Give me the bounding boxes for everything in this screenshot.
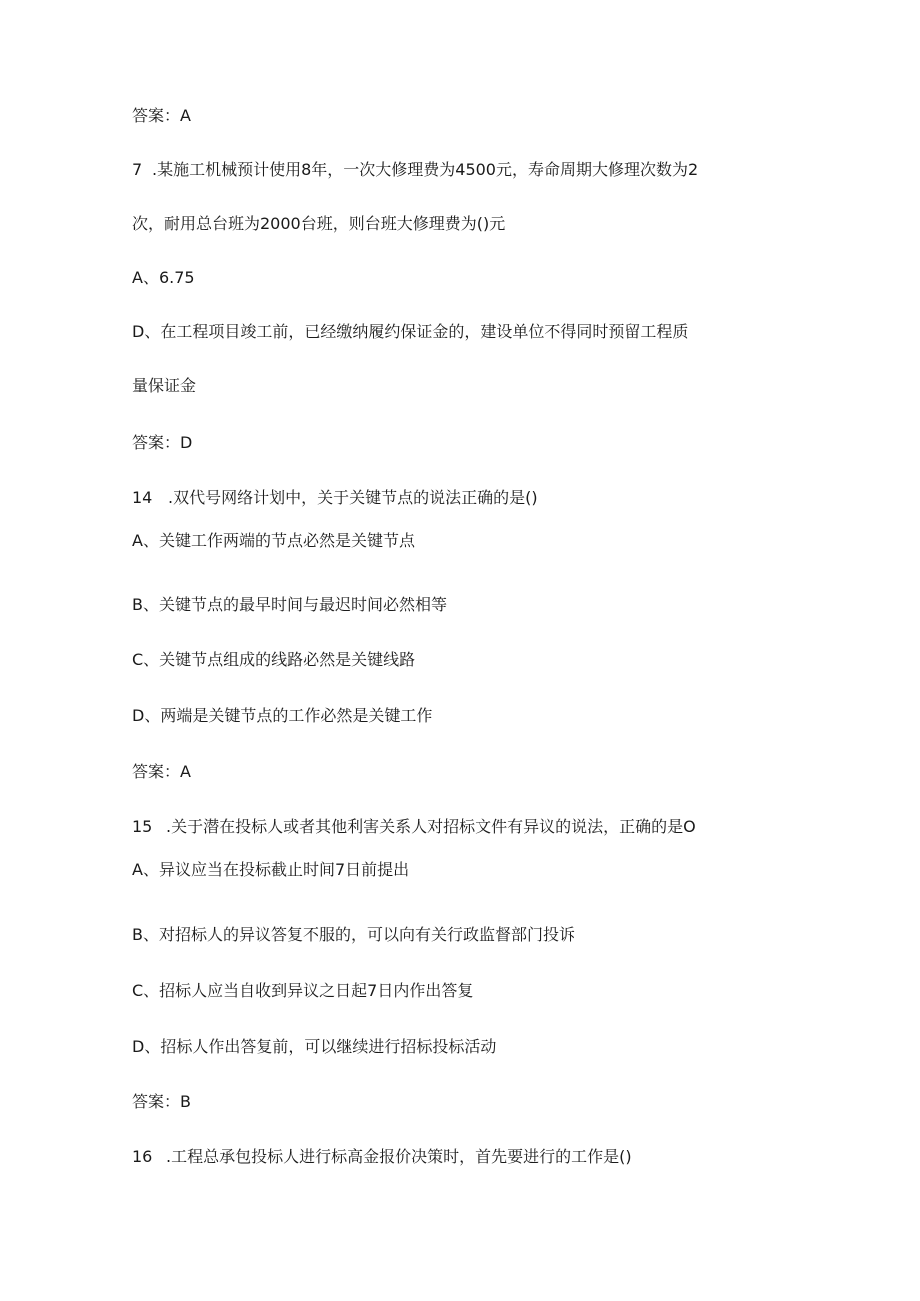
option-b: B、对招标人的异议答复不服的，可以向有关行政监督部门投诉 <box>132 925 575 944</box>
question-14: 14 .双代号网络计划中，关于关键节点的说法正确的是() <box>132 488 538 507</box>
question-number: 14 <box>132 488 153 507</box>
answer-line: 答案：A <box>132 106 191 125</box>
option-a: A、异议应当在投标截止时间7日前提出 <box>132 860 410 879</box>
question-7-line-2: 次，耐用总台班为2000台班，则台班大修理费为()元 <box>132 214 506 233</box>
question-number: 16 <box>132 1147 153 1166</box>
question-15: 15 .关于潜在投标人或者其他利害关系人对招标文件有异议的说法，正确的是O <box>132 817 696 836</box>
option-a: A、6.75 <box>132 268 195 287</box>
option-d-line-1: D、在工程项目竣工前，已经缴纳履约保证金的，建设单位不得同时预留工程质 <box>132 322 689 341</box>
question-16: 16 .工程总承包投标人进行标高金报价决策时，首先要进行的工作是() <box>132 1147 632 1166</box>
option-d: D、两端是关键节点的工作必然是关键工作 <box>132 706 433 725</box>
question-number: 7 <box>132 160 143 179</box>
option-b: B、关键节点的最早时间与最迟时间必然相等 <box>132 595 447 614</box>
option-a: A、关键工作两端的节点必然是关键节点 <box>132 531 415 550</box>
question-number: 15 <box>132 817 153 836</box>
answer-line: 答案：A <box>132 762 191 781</box>
option-d: D、招标人作出答复前，可以继续进行招标投标活动 <box>132 1037 497 1056</box>
option-c: C、关键节点组成的线路必然是关键线路 <box>132 650 416 669</box>
option-d-line-2: 量保证金 <box>132 376 197 395</box>
answer-line: 答案：D <box>132 433 193 452</box>
option-c: C、招标人应当自收到异议之日起7日内作出答复 <box>132 981 474 1000</box>
answer-line: 答案：B <box>132 1092 191 1111</box>
question-7-line-1: 7 .某施工机械预计使用8年，一次大修理费为4500元，寿命周期大修理次数为2 <box>132 160 699 179</box>
